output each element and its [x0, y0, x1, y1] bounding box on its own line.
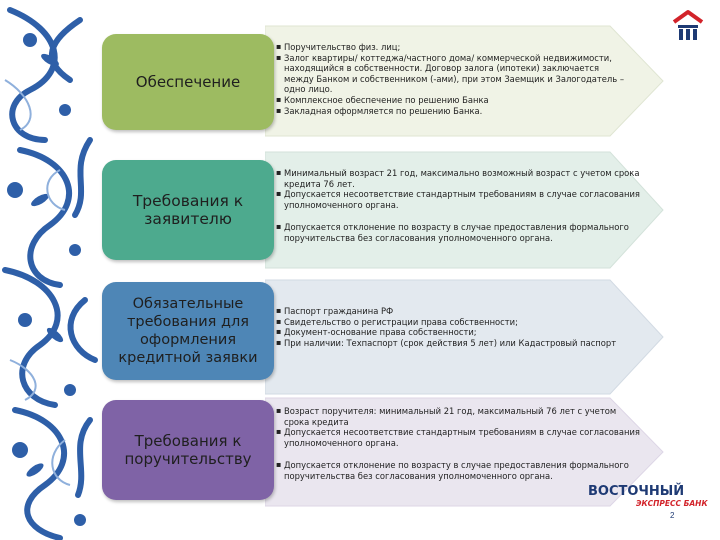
section-applicant-requirements [0, 150, 720, 270]
section-collateral [0, 22, 720, 140]
section-title: Обеспечение [135, 73, 241, 91]
section-title-box [102, 160, 274, 260]
section-bullet-list [276, 42, 631, 116]
list-item: ▪ Свидетельство о регистрации права собственности; [276, 317, 641, 328]
section-bullet-list [276, 306, 641, 348]
list-item: ▪ Поручительство физ. лиц; [276, 42, 631, 53]
section-title: Требования к заявителю [132, 192, 244, 228]
list-item: ▪ Закладная оформляется по решению Банка. [276, 106, 631, 117]
list-item: ▪ Минимальный возраст 21 год, максимально возможный возраст с учетом срока кредита 76 лет. [276, 168, 641, 189]
list-item: ▪ Залог квартиры/ коттеджа/частного дома/ коммерческой недвижимости, находящийся в собственности. Договор залога (ипотеки) заключается между Банком и собственником (-ами), при этом Заемщик и Залогодатель – одно лицо. [276, 53, 631, 95]
list-item: ▪ Комплексное обеспечение по решению Банка [276, 95, 631, 106]
list-item: ▪ Паспорт гражданина РФ [276, 306, 641, 317]
section-mandatory-documents [0, 278, 720, 396]
list-item: ▪ Возраст поручителя: минимальный 21 год, максимальный 76 лет с учетом срока кредита [276, 406, 641, 427]
brand-name: ВОСТОЧНЫЙ [588, 484, 685, 499]
section-title: Обязательные требования для оформления кредитной заявки [118, 296, 258, 366]
section-title: Требования к поручительству [124, 432, 252, 468]
list-item: ▪ Допускается несоответствие стандартным требованиям в случае согласования уполномоченного органа. [276, 427, 641, 448]
brand-subtitle: ЭКСПРЕСС БАНК [636, 499, 708, 508]
list-item: ▪ Допускается отклонение по возрасту в случае предоставления формального поручительства без согласования уполномоченного органа. [276, 460, 641, 481]
list-item: ▪ Документ-основание права собственности; [276, 327, 641, 338]
section-title-box [102, 282, 274, 380]
section-title-box [102, 400, 274, 500]
section-bullet-list [276, 406, 641, 482]
list-item: ▪ При наличии: Техпаспорт (срок действия 5 лет) или Кадастровый паспорт [276, 338, 641, 349]
page-number: 2 [670, 511, 675, 520]
list-item: ▪ Допускается несоответствие стандартным требованиям в случае согласования уполномоченного органа. [276, 189, 641, 210]
section-title-box [102, 34, 274, 130]
section-bullet-list [276, 168, 641, 244]
list-item: ▪ Допускается отклонение по возрасту в случае предоставления формального поручительства без согласования уполномоченного органа. [276, 222, 641, 243]
